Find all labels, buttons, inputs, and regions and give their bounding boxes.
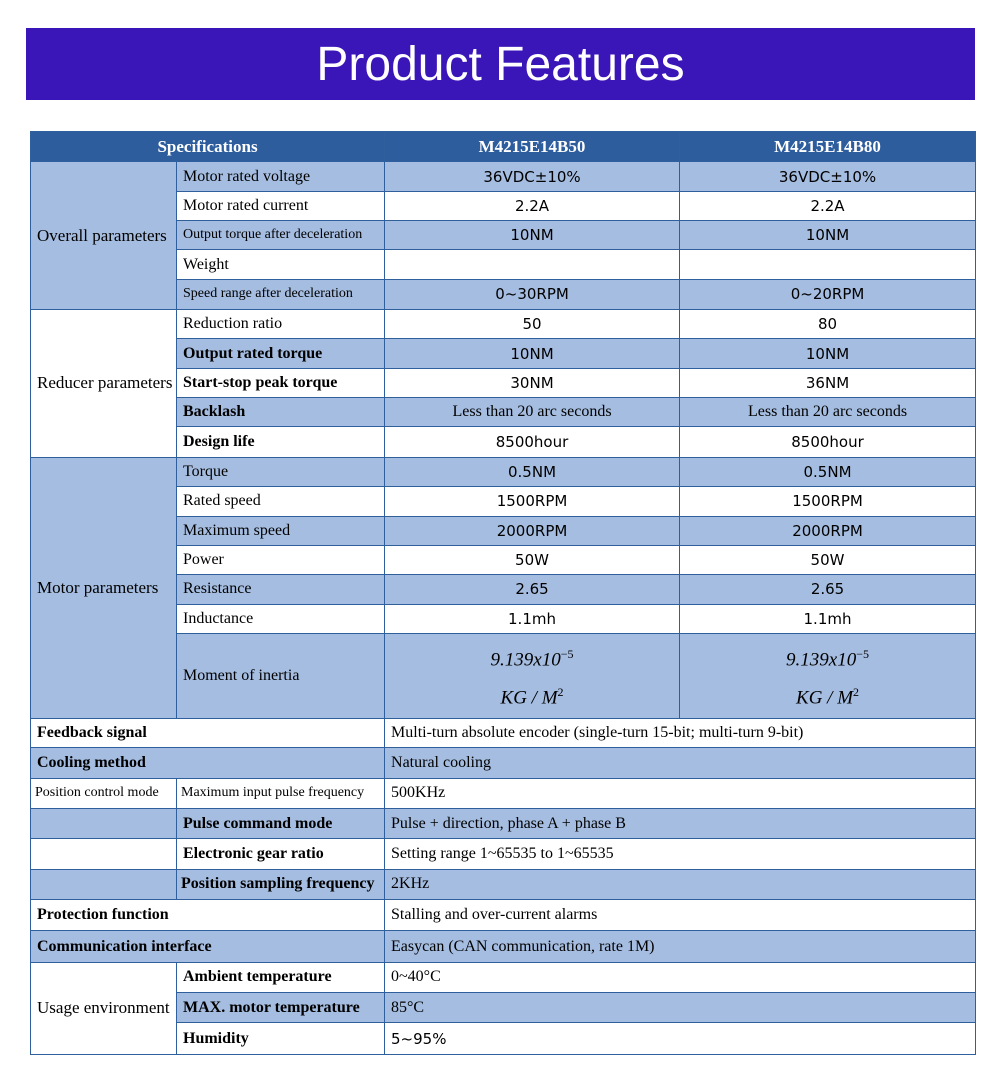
row-value: 2KHz <box>385 869 976 899</box>
value-model-b: 50W <box>680 545 976 574</box>
row-label: Position sampling frequency <box>177 869 385 899</box>
value-model-b <box>680 633 976 718</box>
row-label: Inductance <box>177 604 385 633</box>
row-label: Output rated torque <box>177 339 385 368</box>
group-reducer-parameters: Reducer parameters <box>31 310 177 458</box>
row-label: Speed range after deceleration <box>177 279 385 309</box>
row-label: Maximum speed <box>177 516 385 545</box>
row-value: 500KHz <box>385 778 976 808</box>
header-model-a: M4215E14B50 <box>385 132 680 162</box>
value-model-b: 0~20RPM <box>680 279 976 309</box>
table-row <box>31 162 976 191</box>
value-model-a: 2.65 <box>385 575 680 604</box>
row-label: Moment of inertia <box>177 633 385 718</box>
value-model-a: 10NM <box>385 339 680 368</box>
value-model-a: 36VDC±10% <box>385 162 680 191</box>
table-row <box>31 718 976 747</box>
row-label: Resistance <box>177 575 385 604</box>
table-row <box>31 778 976 808</box>
table-header-row <box>31 132 976 162</box>
value-model-b: 8500hour <box>680 427 976 457</box>
specifications-table <box>30 131 976 1055</box>
table-row <box>31 457 976 486</box>
row-label: Reduction ratio <box>177 310 385 339</box>
group-position-control-mode: Position control mode <box>31 778 177 808</box>
row-label: Design life <box>177 427 385 457</box>
group-overall-parameters: Overall parameters <box>31 162 177 310</box>
value-model-a: 1500RPM <box>385 487 680 516</box>
row-label: Humidity <box>177 1023 385 1055</box>
row-label: Protection function <box>31 900 385 931</box>
value-model-a: 10NM <box>385 221 680 250</box>
empty-cell <box>31 869 177 899</box>
row-label: Feedback signal <box>31 718 385 747</box>
row-label: Torque <box>177 457 385 486</box>
value-model-b: 2000RPM <box>680 516 976 545</box>
row-label: Cooling method <box>31 748 385 778</box>
value-model-b: 10NM <box>680 221 976 250</box>
value-model-a: 50 <box>385 310 680 339</box>
empty-cell <box>31 808 177 838</box>
row-label: Backlash <box>177 398 385 427</box>
inertia-value-b: $9.139x10^{-5}$ <box>786 646 869 670</box>
value-model-a: 2.2A <box>385 191 680 220</box>
value-model-a <box>385 633 680 718</box>
value-model-a: 0~30RPM <box>385 279 680 309</box>
page-title: Product Features <box>26 28 975 100</box>
value-model-b: 2.2A <box>680 191 976 220</box>
value-model-a: 8500hour <box>385 427 680 457</box>
table-row <box>31 839 976 869</box>
value-model-a: 2000RPM <box>385 516 680 545</box>
value-model-b: 2.65 <box>680 575 976 604</box>
value-model-a <box>385 250 680 279</box>
row-label: Ambient temperature <box>177 962 385 992</box>
row-label: Electronic gear ratio <box>177 839 385 869</box>
group-usage-environment: Usage environment <box>31 962 177 1054</box>
row-label: Weight <box>177 250 385 279</box>
value-model-b: 36VDC±10% <box>680 162 976 191</box>
row-label: Communication interface <box>31 931 385 962</box>
value-model-a: 30NM <box>385 368 680 397</box>
value-model-b: 10NM <box>680 339 976 368</box>
header-model-b: M4215E14B80 <box>680 132 976 162</box>
row-value: Stalling and over-current alarms <box>385 900 976 931</box>
empty-cell <box>31 839 177 869</box>
value-model-b: 80 <box>680 310 976 339</box>
header-specifications: Specifications <box>31 132 385 162</box>
value-model-b: Less than 20 arc seconds <box>680 398 976 427</box>
row-label: Output torque after deceleration <box>177 221 385 250</box>
row-value: Natural cooling <box>385 748 976 778</box>
table-row <box>31 931 976 962</box>
value-model-b: 0.5NM <box>680 457 976 486</box>
group-motor-parameters: Motor parameters <box>31 457 177 718</box>
row-label: Pulse command mode <box>177 808 385 838</box>
row-value: Pulse + direction, phase A + phase B <box>385 808 976 838</box>
row-label: Motor rated voltage <box>177 162 385 191</box>
table-row <box>31 869 976 899</box>
row-label: Start-stop peak torque <box>177 368 385 397</box>
row-label: Rated speed <box>177 487 385 516</box>
value-model-b <box>680 250 976 279</box>
row-label: Maximum input pulse frequency <box>177 778 385 808</box>
row-label: Motor rated current <box>177 191 385 220</box>
table-row <box>31 748 976 778</box>
value-model-b: 1.1mh <box>680 604 976 633</box>
table-row <box>31 310 976 339</box>
row-label: MAX. motor temperature <box>177 993 385 1023</box>
value-model-a: 0.5NM <box>385 457 680 486</box>
inertia-unit-a: KG / $M^2$ <box>500 684 564 709</box>
inertia-value-a: $9.139x10^{-5}$ <box>490 646 574 670</box>
value-model-b: 36NM <box>680 368 976 397</box>
row-value: Multi-turn absolute encoder (single-turn 15-bit; multi-turn 9-bit) <box>385 718 976 747</box>
value-model-b: 1500RPM <box>680 487 976 516</box>
row-label: Power <box>177 545 385 574</box>
value-model-a: 50W <box>385 545 680 574</box>
row-value: 85°C <box>385 993 976 1023</box>
value-model-a: Less than 20 arc seconds <box>385 398 680 427</box>
row-value: Easycan (CAN communication, rate 1M) <box>385 931 976 962</box>
table-row <box>31 808 976 838</box>
inertia-unit-b: KG / $M^2$ <box>796 684 860 709</box>
row-value: 5~95% <box>385 1023 976 1055</box>
row-value: Setting range 1~65535 to 1~65535 <box>385 839 976 869</box>
row-value: 0~40°C <box>385 962 976 992</box>
table-row <box>31 900 976 931</box>
value-model-a: 1.1mh <box>385 604 680 633</box>
table-row <box>31 962 976 992</box>
